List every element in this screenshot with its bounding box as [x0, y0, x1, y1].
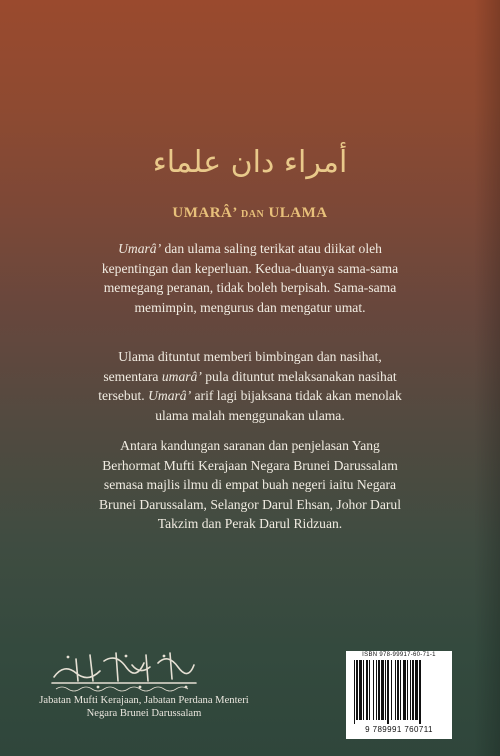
isbn-barcode-number: 9 789991 760711	[365, 725, 433, 734]
publisher-line-1: Jabatan Mufti Kerajaan, Jabatan Perdana Menteri	[39, 695, 249, 706]
paragraph-text: arif lagi bijaksana tidak akan menolak ulama malah menggunakan ulama.	[155, 388, 402, 423]
barcode-bar	[407, 660, 408, 720]
barcode-bar	[400, 660, 401, 720]
barcode-bar	[397, 660, 399, 720]
italic-term: Umarâ’	[148, 388, 192, 403]
paragraph-text: dan ulama saling terikat atau diikat oleh kepentingan dan keperluan. Kedua-duanya sama-sama memegang peranan, tidak boleh berpisah. Sama-sama memimpin, mengurus dan mengatur umat.	[101, 241, 399, 315]
barcode-bars	[354, 660, 446, 724]
barcode-bar	[373, 660, 374, 720]
blurb-paragraph-3	[90, 436, 410, 534]
title-word-dan: DAN	[241, 209, 265, 220]
barcode-bar	[419, 660, 421, 724]
title-word-umara: UMARÂ’	[172, 205, 237, 221]
barcode-bar	[381, 660, 384, 720]
barcode-bar	[412, 660, 414, 720]
barcode-bar	[387, 660, 389, 724]
italic-term: Umarâ’	[118, 241, 162, 256]
blurb-paragraph-1	[90, 239, 410, 317]
blurb-paragraph-2	[90, 347, 410, 425]
barcode-bar	[359, 660, 362, 720]
barcode-bar	[356, 660, 358, 720]
barcode-bar	[395, 660, 396, 720]
paragraph-text: pula dituntut melaksanakan nasihat tersebut.	[98, 368, 397, 403]
isbn-label: ISBN 978-99917-60-71-1	[362, 652, 436, 658]
paragraph-text: Antara kandungan saranan dan penjelasan Yang Berhormat Mufti Kerajaan Negara Brunei Darussalam semasa majlis ilmu di empat buah negeri iaitu Negara Brunei Darussalam, Selangor Darul Ehsan, Johor Darul Takzim dan Perak Darul Ridzuan.	[98, 438, 401, 531]
book-title	[0, 205, 500, 222]
barcode-bar	[366, 660, 368, 720]
isbn-barcode	[346, 651, 452, 739]
barcode-bar	[410, 660, 411, 720]
barcode-bar	[391, 660, 392, 720]
publisher-name	[24, 694, 264, 720]
barcode-bar	[415, 660, 418, 720]
barcode-bar	[354, 660, 355, 724]
barcode-bar	[378, 660, 380, 720]
barcode-bar	[385, 660, 386, 720]
publisher-calligraphy-logo	[46, 647, 202, 693]
barcode-bar	[369, 660, 370, 720]
barcode-bar	[403, 660, 406, 720]
barcode-bar	[363, 660, 364, 720]
arabic-title: أمراء دان علماء	[152, 145, 348, 180]
paragraph-text: Ulama dituntut memberi bimbingan dan nasihat, sementara	[103, 349, 382, 384]
italic-term: umarâ’	[161, 368, 202, 384]
publisher-line-2: Negara Brunei Darussalam	[86, 708, 202, 719]
barcode-bar	[376, 660, 377, 720]
title-word-ulama: ULAMA	[268, 205, 328, 221]
